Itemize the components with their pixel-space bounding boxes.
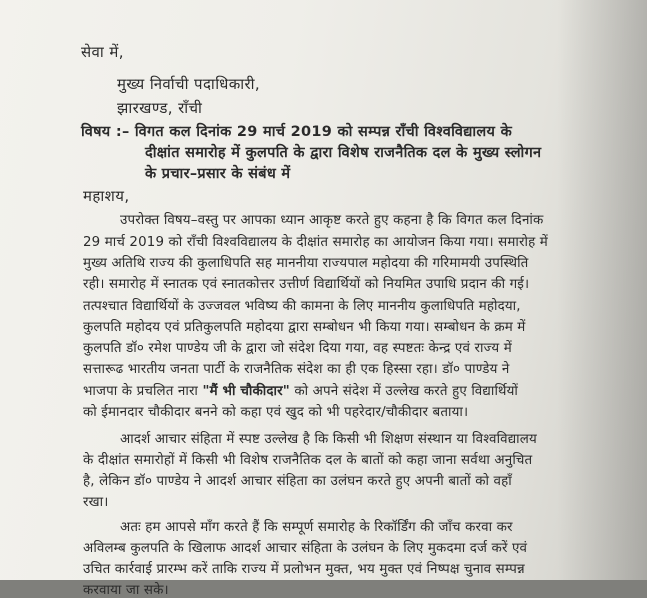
recipient-place: झारखण्ड, राँची [117,99,203,117]
para3-line: उचित कार्रवाई प्रारम्भ करें ताकि राज्य में प्रलोभन मुक्त, भय मुक्त एवं निष्पक्ष चुनाव सम्पन्न [83,562,525,577]
para3-line: अतः हम आपसे माँग करते हैं कि सम्पूर्ण समारोह के रिकॉर्डिंग की जाँच करवा कर [120,520,513,535]
para2-line: आदर्श आचार संहिता में स्पष्ट उल्लेख है कि किसी भी शिक्षण संस्थान या विश्वविद्यालय [120,432,537,447]
para1-line: मुख्य अतिथि राज्य की कुलाधिपति सह माननीया राज्यपाल महोदया की गरिमामयी उपस्थिति [83,256,529,271]
page-shadow [557,0,647,580]
para3-line: करवाया जा सके। [83,583,169,598]
para1-line-slogan [83,381,518,399]
subject-line-2: दीक्षांत समारोह में कुलपति के द्वारा विशेष राजनैतिक दल के मुख्य स्लोगन [145,145,542,161]
para2-line: रखा। [83,495,109,510]
salutation-to: सेवा में, [81,43,124,61]
para1-line: कुलपति महोदय एवं प्रतिकुलपति महोदया द्वारा सम्बोधन भी किया गया। सम्बोधन के क्रम में [83,320,526,335]
para1-line: तत्पश्चात विद्यार्थियों के उज्जवल भविष्य की कामना के लिए माननीय कुलाधिपति महोदया, [83,299,521,314]
para1-line: कुलपति डॉ० रमेश पाण्डेय जी के द्वारा जो संदेश दिया गया, वह स्पष्टतः केन्द्र एवं राज्य में [83,341,512,356]
para3-line: अविलम्ब कुलपति के खिलाफ आदर्श आचार संहिता के उलंघन के लिए मुकदमा दर्ज करें एवं [83,541,528,556]
para1-line-end: को अपने संदेश में उल्लेख करते हुए विद्यार्थियों [289,384,518,399]
para1-line: सत्तारूढ भारतीय जनता पार्टी के राजनैतिक संदेश का ही एक हिस्सा रहा। डॉ० पाण्डेय ने [83,362,510,377]
recipient-title: मुख्य निर्वाची पदाधिकारी, [117,75,261,93]
greeting: महाशय, [83,187,130,205]
slogan-text: "मैं भी चौकीदार" [202,384,290,399]
para1-line: रही। समारोह में स्नातक एवं स्नातकोत्तर उत्तीर्ण विद्यार्थियों को नियमित उपाधि प्रदान की गई। [83,277,530,292]
para1-line: 29 मार्च 2019 को राँची विश्वविद्यालय के दीक्षांत समारोह का आयोजन किया गया। समारोह में [83,235,548,250]
para2-line: के दीक्षांत समारोहों में किसी भी विशेष राजनैतिक दल के बातों को कहा जाना सर्वथा अनुचित [83,453,533,468]
para1-line: उपरोक्त विषय–वस्तु पर आपका ध्यान आकृष्ट करते हुए कहना है कि विगत कल दिनांक [120,213,544,228]
subject-line-3: के प्रचार–प्रसार के संबंध में [145,166,291,182]
para1-line-start: भाजपा के प्रचलित नारा [83,384,203,399]
subject-line-1: विषय :– विगत कल दिनांक 29 मार्च 2019 को सम्पन्न राँची विश्वविद्यालय के [81,124,513,140]
para1-line: को ईमानदार चौकीदार बनने को कहा एवं खुद को भी पहरेदार/चौकीदार बताया। [83,405,469,420]
para2-line: है, लेकिन डॉ० पाण्डेय ने आदर्श आचार संहिता का उलंघन करते हुए अपनी बातों को वहाँ [83,474,512,489]
